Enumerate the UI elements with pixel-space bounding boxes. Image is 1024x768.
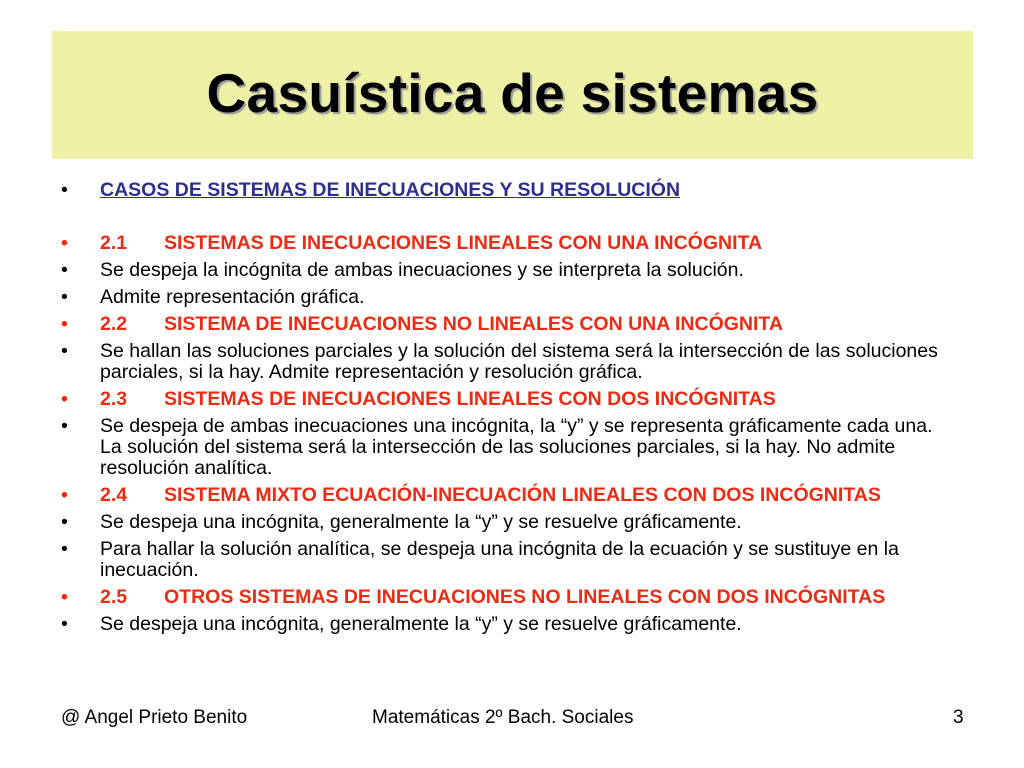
section-heading-2-3 [58, 389, 958, 410]
bullet-icon: • [61, 286, 68, 308]
section-title: SISTEMAS DE INECUACIONES LINEALES CON UNA INCÓGNITA [164, 232, 763, 254]
list-item [58, 341, 958, 383]
list-item [58, 287, 958, 308]
list-item [58, 539, 958, 581]
bullet-icon: • [61, 538, 68, 560]
list-item-text: Para hallar la solución analítica, se despeja una incógnita de la ecuación y se sustituye en la inecuación. [100, 538, 899, 581]
bullet-icon: • [61, 259, 68, 281]
section-title: SISTEMA MIXTO ECUACIÓN-INECUACIÓN LINEALES CON DOS INCÓGNITAS [164, 484, 881, 506]
slide-title: Casuística de sistemas [206, 62, 819, 124]
section-number: 2.3 [100, 388, 128, 410]
section-number: 2.5 [100, 586, 128, 608]
section-title: SISTEMAS DE INECUACIONES LINEALES CON DOS INCÓGNITAS [164, 388, 776, 410]
section-heading-2-5 [58, 587, 958, 608]
footer-page-number: 3 [953, 707, 964, 728]
cases-link[interactable]: CASOS DE SISTEMAS DE INECUACIONES Y SU RESOLUCIÓN [100, 179, 681, 201]
section-heading-2-1 [58, 233, 958, 254]
bullet-icon: • [61, 613, 68, 635]
list-item-cases-link[interactable] [58, 180, 958, 201]
list-item-text: Se despeja la incógnita de ambas inecuaciones y se interpreta la solución. [100, 259, 744, 281]
list-item [58, 260, 958, 281]
bullet-icon: • [61, 232, 68, 254]
section-number: 2.4 [100, 484, 128, 506]
list-item [58, 416, 958, 479]
section-title: OTROS SISTEMAS DE INECUACIONES NO LINEALES CON DOS INCÓGNITAS [164, 586, 886, 608]
list-item-text: Admite representación gráfica. [100, 286, 365, 308]
bullet-icon: • [61, 586, 68, 608]
bullet-icon: • [61, 388, 68, 410]
bullet-list [58, 180, 958, 641]
section-title: SISTEMA DE INECUACIONES NO LINEALES CON UNA INCÓGNITA [164, 313, 783, 335]
footer-author: @ Angel Prieto Benito [61, 707, 248, 728]
list-item [58, 614, 958, 635]
list-item-text: Se hallan las soluciones parciales y la solución del sistema será la intersección de las soluciones parciales, si la hay. Admite representación y resolución gráfica. [100, 340, 938, 383]
bullet-icon: • [61, 484, 68, 506]
bullet-icon: • [61, 340, 68, 362]
footer-course: Matemáticas 2º Bach. Sociales [372, 707, 634, 728]
title-banner [52, 31, 973, 159]
list-item-text: Se despeja de ambas inecuaciones una incógnita, la “y” y se representa gráficamente cada una. La solución del sistema será la intersección de las soluciones parciales, si la hay. No admite resolución analítica. [100, 415, 933, 479]
section-number: 2.1 [100, 232, 128, 254]
bullet-icon: • [61, 511, 68, 533]
bullet-icon: • [61, 179, 68, 201]
bullet-icon: • [61, 313, 68, 335]
list-item [58, 512, 958, 533]
section-heading-2-4 [58, 485, 958, 506]
list-item-text: Se despeja una incógnita, generalmente la “y” y se resuelve gráficamente. [100, 613, 742, 635]
list-item-text: Se despeja una incógnita, generalmente la “y” y se resuelve gráficamente. [100, 511, 742, 533]
section-heading-2-2 [58, 314, 958, 335]
bullet-icon: • [61, 415, 68, 437]
section-number: 2.2 [100, 313, 128, 335]
